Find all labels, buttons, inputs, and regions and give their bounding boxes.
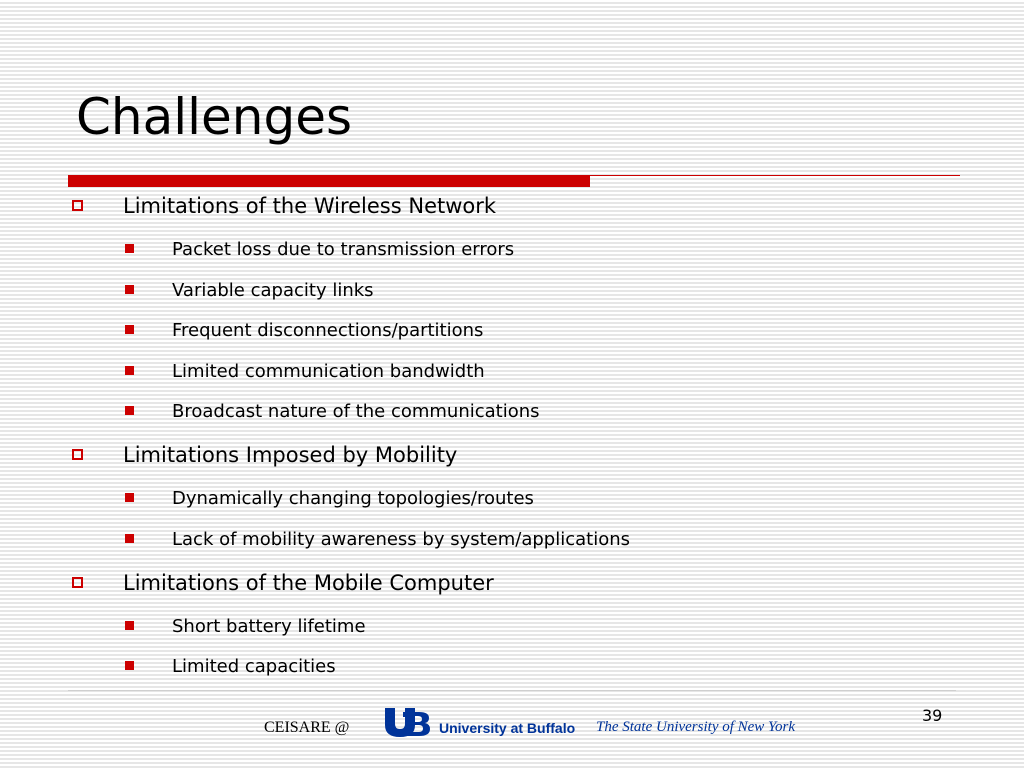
filled-square-bullet-icon (125, 285, 134, 294)
hollow-square-bullet-icon (72, 449, 83, 460)
bullet-text: Limited capacities (172, 656, 336, 677)
bullet-text: Dynamically changing topologies/routes (172, 488, 534, 509)
title-underline-bar (68, 175, 590, 187)
bullet-level1 (123, 443, 457, 467)
footer-credit: CEISARE @ (264, 719, 350, 736)
bullet-text: Limitations of the Wireless Network (123, 194, 497, 218)
hollow-square-bullet-icon (72, 200, 83, 211)
bullet-level2 (172, 656, 336, 677)
bullet-text: Limitations of the Mobile Computer (123, 571, 494, 595)
bullet-level2 (172, 320, 483, 341)
slide-title: Challenges (76, 88, 353, 146)
filled-square-bullet-icon (125, 493, 134, 502)
bullet-level1 (123, 194, 496, 218)
bullet-text: Frequent disconnections/partitions (172, 320, 484, 341)
bullet-text: Lack of mobility awareness by system/applications (172, 529, 631, 550)
bullet-text: Limitations Imposed by Mobility (123, 443, 458, 467)
state-university-name: The State University of New York (596, 719, 796, 735)
page-number: 39 (922, 706, 943, 725)
bullet-level2 (172, 401, 540, 422)
university-name: University at Buffalo (439, 720, 576, 736)
filled-square-bullet-icon (125, 661, 134, 670)
bullet-text: Broadcast nature of the communications (172, 401, 540, 422)
bullet-level2 (172, 361, 485, 382)
bullet-level2 (172, 616, 366, 637)
filled-square-bullet-icon (125, 621, 134, 630)
filled-square-bullet-icon (125, 534, 134, 543)
bullet-level2 (172, 529, 630, 550)
bullet-level2 (172, 280, 374, 301)
bullet-level2 (172, 239, 514, 260)
ub-logo-icon (383, 706, 433, 738)
bullet-level2 (172, 488, 534, 509)
bullet-text: Variable capacity links (172, 280, 374, 301)
hollow-square-bullet-icon (72, 577, 83, 588)
footer-divider (68, 690, 956, 691)
filled-square-bullet-icon (125, 366, 134, 375)
filled-square-bullet-icon (125, 244, 134, 253)
title-underline-line (590, 175, 960, 176)
bullet-text: Short battery lifetime (172, 616, 366, 637)
filled-square-bullet-icon (125, 325, 134, 334)
filled-square-bullet-icon (125, 406, 134, 415)
bullet-level1 (123, 571, 494, 595)
bullet-text: Packet loss due to transmission errors (172, 239, 515, 260)
bullet-text: Limited communication bandwidth (172, 361, 485, 382)
